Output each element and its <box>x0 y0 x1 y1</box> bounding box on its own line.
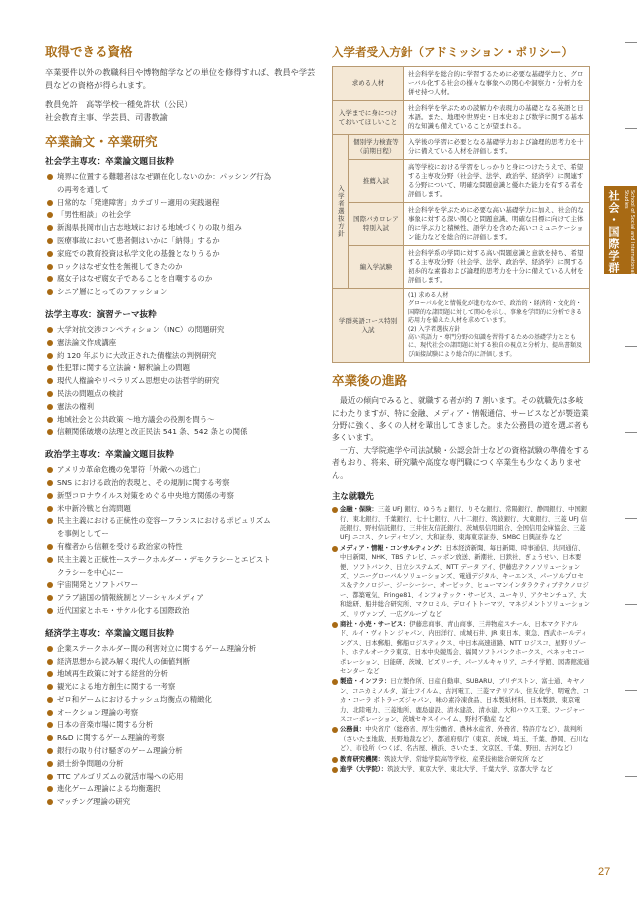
group-spacer <box>45 299 317 309</box>
edge-tick <box>625 432 637 433</box>
list-item: TTC アルゴリズムの就活市場への応用 <box>45 771 317 784</box>
list-item: 地域社会と公共政策 ～地方議会の役割を問う～ <box>45 414 317 427</box>
thesis-group-title: 社会学主専攻：卒業論文題目抜粋 <box>45 157 174 167</box>
admission-row-text: 社会科学系の学問に対する高い問題意識と意欲を持ち、希望する主専攻分野（社会学、法学、政治学、経済学）に関する初歩的な素養および論理的思考力を十分に備えている人材を評価します。 <box>404 246 590 289</box>
employer-item <box>332 677 590 724</box>
list-item: 境界に位置する難聴者はなぜ顕在化しないのか：パッシング行為 <box>45 171 317 184</box>
edge-tick <box>625 346 637 347</box>
career-heading: 卒業後の進路 <box>332 373 408 389</box>
list-item: 有権者から信頼を受ける政治家の特性 <box>45 541 317 554</box>
employer-names: 筑波大学、常総学院高等学校、産業技術総合研究所 など <box>384 755 544 763</box>
list-item: R&D に関するゲーム理論的考察 <box>45 732 317 745</box>
list-item: 大学対抗交渉コンペティション（INC）の問題研究 <box>45 324 317 337</box>
employer-category: 教育研究機関： <box>340 755 385 763</box>
list-item: シニア層にとってのファッション <box>45 286 317 299</box>
admission-row <box>333 101 590 135</box>
employer-item <box>332 505 590 543</box>
list-item: SNS における政治的表現と、その規制に関する考察 <box>45 477 317 490</box>
list-item: 観光による地方創生に関する一考察 <box>45 681 317 694</box>
thesis-list <box>45 643 317 809</box>
list-item: 鎖士紛争問題の分析 <box>45 758 317 771</box>
thesis-group-title: 法学主専攻：演習テーマ抜粋 <box>45 309 157 320</box>
employer-names: 中央省庁（総務省、厚生労働省、農林水産省、外務省、特許庁など）、裁判所（さいたま地裁、長野地裁など）、都道府県庁（東京、茨城、埼玉、千葉、静岡、石川など）、市役所（つくば、名古屋、横浜、さいたま、文京区、千葉、野田、古河など） <box>340 726 589 753</box>
list-item: 家庭での教育投資は私学文化の基盤となりうるか <box>45 248 317 261</box>
employer-item <box>332 725 590 753</box>
list-item: 銀行の取り付け騒ぎのゲーム理論分析 <box>45 745 317 758</box>
left-column <box>45 44 317 809</box>
admission-row-text: 高等学校における学習をしっかりと身につけたうえで、希望する主専攻分野（社会学、法学、政治学、経済学）に関連する分野について、明確な問題意識と優れた能力を有する者を評価します。 <box>404 160 590 203</box>
admission-row-text: 社会科学を学ぶために必要な高い基礎学力に加え、社会的な事象に対する深い関心と問題意識、明確な目標に向けて主体的に学ぶ力と積極性、語学力を含めた高いコミュニケーション能力などを総合的に評価します。 <box>404 203 590 246</box>
employer-item <box>332 755 590 764</box>
group-spacer <box>45 618 317 628</box>
edge-tick <box>625 690 637 691</box>
employer-names: 日本経済新聞、毎日新聞、時事通信、共同通信、中日新聞、NHK、TBS テレビ、ニッポン放送、新潮社、日鉄社、ぎょうせい、日本要便、ソフトバンク、日立システムズ、NTT データ アイ、伊藤忠テクノソリューションズ、ソニーグローバルソリューションズ、電通デジタル、キーエンス、パーソルプロセス＆テクノロジー、ジーシーシー、オービック、ヒューマンインタラクティブテクノロジー、都築電気、Fringe81、インフォテック・サービス、ユーキリ、アクセンチュア、大和総研、船井総合研究所、マクロミル、デロイトトーマツ、マネジメントソリューションズ、リヴァンプ、一広グループ など <box>340 544 590 618</box>
list-item: 日本の音楽市場に関する分析 <box>45 719 317 732</box>
edge-tick <box>625 604 637 605</box>
thesis-list <box>45 464 317 618</box>
section-side-tab <box>604 186 637 274</box>
list-item: の再考を通して <box>57 184 109 194</box>
thesis-list <box>45 324 317 439</box>
list-item: クラシーを中心にー <box>57 567 124 577</box>
admission-row <box>333 203 590 246</box>
admission-row-text: 入学後の学習に必要となる基礎学力および論理的思考力を十分に備えている人材を評価します。 <box>404 135 590 160</box>
edge-tick <box>625 518 637 519</box>
list-item: 近代国家とホモ・サケル化する国際政治 <box>45 605 317 618</box>
list-item: 進化ゲーム理論による均衡選択 <box>45 783 317 796</box>
thesis-list <box>45 171 317 299</box>
list-item: を事例としてー <box>57 529 109 539</box>
list-item: 現代人権論やリベラリズム思想史の法哲学的研究 <box>45 375 317 388</box>
list-item: 憲法の権利 <box>45 401 317 414</box>
admission-table <box>332 66 590 363</box>
side-tab-english-label: School of Social and International Studies <box>623 190 635 274</box>
employers-heading: 主な就職先 <box>332 491 374 502</box>
admission-row-label: 入学までに身につけておいてほしいこと <box>333 101 404 135</box>
theses-heading: 卒業論文・卒業研究 <box>45 134 158 149</box>
edge-tick <box>625 776 637 777</box>
qualifications-items: 教員免許 高等学校一種免許状（公民） 社会教育主事、学芸員、司書教諭 <box>45 99 193 122</box>
employer-names: 筑波大学、東京大学、東北大学、千葉大学、京都大学 など <box>387 766 553 774</box>
career-paragraph-1: 最近の傾向でみると、就職する者が約 7 割います。その就職先は多岐にわたりますが、特に金融、メディア・情報通信、サービスなどが製造業分野に強く、多くの人材を輩出してきました。また公務員の道を選ぶ者も多くいます。 <box>332 396 590 443</box>
list-item: 地域再生政策に対する経営的分析 <box>45 668 317 681</box>
admission-row <box>333 160 590 203</box>
admission-row <box>333 135 590 160</box>
list-item: 米中新冷戦と台湾問題 <box>45 503 317 516</box>
employer-category: 進学（大学院）： <box>340 766 388 774</box>
admission-row-text: 社会科学を学ぶための読解力や表現力の基礎となる英語と日本語。また、地理や世界史・日本史および数学に関する基本的な知識も備えていることが望まれる。 <box>404 101 590 135</box>
list-item: 民主主義における正統性の変容ーフランスにおけるポピュリズム <box>45 515 317 528</box>
employer-category: 公務員： <box>340 726 366 734</box>
employer-category: 商社・小売・サービス： <box>340 620 410 628</box>
edge-tick <box>625 42 637 43</box>
admission-row-text: 社会科学を総合的に学習するために必要な基礎学力と、グローバル化する社会の様々な事象への関心や洞察力・分析力を併せ持つ人材。 <box>404 67 590 101</box>
list-item: 憲法論文作成講座 <box>45 337 317 350</box>
list-item: 腐女子はなぜ腐女子であることを自嘲するのか <box>45 273 317 286</box>
admission-row-label: 求める人材 <box>333 67 404 101</box>
list-item: オークション理論の考察 <box>45 707 317 720</box>
admission-row-label: 国際バカロレア特別入試 <box>348 203 403 246</box>
list-item: 性犯罪に関する立法論・解釈論上の問題 <box>45 362 317 375</box>
employer-names: 三菱 UFJ 銀行、ゆうちょ銀行、りそな銀行、常陽銀行、静岡銀行、中国銀行、東北銀行、千葉銀行、七十七銀行、八十二銀行、筑波銀行、大東銀行、三菱 UFJ 信託銀行、野村信託銀行、三井住友信託銀行、茨城県信用組合、全国信用金庫協会、三菱 UFJ ニコス、クレディセゾン、大和証券、東海東京証券、SMBC 日興証券 など <box>340 506 588 542</box>
list-item: 医療事故において患者側はいかに「納得」するか <box>45 235 317 248</box>
thesis-groups <box>45 156 317 809</box>
list-item: 信頼関係破壊の法理と改正民法 541 条、542 条との関係 <box>45 426 317 439</box>
list-item: アラブ諸国の情報統制とソーシャルメディア <box>45 592 317 605</box>
side-tab-label: 社会・国際学群 <box>607 190 620 274</box>
list-item: 新型コロナウイルス対策をめぐる中央地方関係の考察 <box>45 490 317 503</box>
list-item: 経済思想から読み解く現代人の価値判断 <box>45 656 317 669</box>
list-item: 「男性相談」の社会学 <box>45 209 317 222</box>
admission-row-label: 編入学試験 <box>348 246 403 289</box>
employer-category: メディア・情報・コンサルティング： <box>340 544 446 552</box>
thesis-group-title: 政治学主専攻：卒業論文題目抜粋 <box>45 450 174 461</box>
right-column <box>332 44 590 775</box>
admission-row-label: 個別学力検査等（前期日程） <box>348 135 403 160</box>
admission-row <box>333 289 590 363</box>
list-item: ロックはなぜ女性を無視してきたのか <box>45 261 317 274</box>
admission-vertical-label: 入学者選抜方針 <box>333 135 349 289</box>
qualifications-intro: 卒業要件以外の教職科目や博物館学などの単位を修得すれば、教員や学芸員などの資格が得られます。 <box>45 67 316 90</box>
list-item: 宇宙開発とソフトパワー <box>45 579 317 592</box>
group-spacer <box>45 439 317 449</box>
list-item: ゼロ和ゲームにおけるナッシュ均衡点の精緻化 <box>45 694 317 707</box>
career-paragraph-2: 一方、大学院進学や司法試験・公認会計士などの資格試験の準備をする者もおり、将来、研究職や高度な専門職につく卒業生も少なくありません。 <box>332 445 590 480</box>
edge-tick <box>625 128 637 129</box>
admission-heading: 入学者受入方針（アドミッション・ポリシー） <box>332 45 574 59</box>
admission-row-label: 推薦入試 <box>348 160 403 203</box>
employer-category: 金融・保険： <box>340 506 378 514</box>
qualifications-heading: 取得できる資格 <box>45 44 133 59</box>
list-item: 新潟県長岡市山古志地域における地域づくりの取り組み <box>45 222 317 235</box>
admission-row-label: 学群英語コース特別入試 <box>333 289 404 363</box>
employers-list <box>332 505 590 774</box>
admission-row <box>333 67 590 101</box>
employer-item <box>332 620 590 676</box>
list-item: 民主主義と正統性ーステークホルダー・デモクラシーとエピスト <box>45 554 317 567</box>
admission-row <box>333 246 590 289</box>
list-item: マッチング理論の研究 <box>45 796 317 809</box>
page-number: 27 <box>598 866 611 878</box>
employer-names: 日立製作所、日産自動車、SUBARU、ブリヂストン、富士通、キヤノン、コニカミノルタ、富士フイルム、古河電工、三菱マテリアル、住友化学、明電舎、コカ・コーラ ボトラーズジャパン、味の素冷凍食品、日本製紙材料、日本製鉄、東京電力、北陸電力、三菱地所、鹿島建設、清水建設、清水建、大和ハウス工業、フージャースコーポレーション、茨城セキスイハイム、野村不動産 など <box>340 678 590 724</box>
list-item: アメリカ革命危機の免罪符「外敵への逃亡」 <box>45 464 317 477</box>
employer-names: 伊藤忠商事、青山商事、三井物産スチール、日本マクドナルド、ルイ・ヴィトン ジャパン、内田洋行、成城石井、JR 東日本、東急、西武ホールディングス、日本郵船、郵船ロジスティクス、中日本高速道路、NTT ロジスコ、星野リゾート、ホテルオークラ東京、日本中央競馬会、福岡ソフトバンクホークス、ベネッセコーポレーション、日能研、茨城、ピズリーチ、パーソルキャリア、ニチイ学館、図書館流通センター など <box>340 620 590 675</box>
list-item: 日常的な「発達障害」カテゴリー適用の実践過程 <box>45 197 317 210</box>
list-item: 約 120 年ぶりに大改正された債権法の判例研究 <box>45 350 317 363</box>
employer-item <box>332 765 590 774</box>
employer-item <box>332 544 590 619</box>
admission-row-text: (1) 求める人材 グローバル化と情報化が進むなかで、政治的・経済的・文化的・国際的な諸問題に対して関心を示し、事象を学問的に分析できる応用力を備えた人材を求めています。 (2) 入学者選抜方針 高い英語力・専門分野の知識を習得するための基礎学力とともに、現代社会の諸問題に対する独自の視点と分析力、提出書類及び面接試験により総合的に評価します。 <box>404 289 590 363</box>
thesis-group-title: 経済学主専攻：卒業論文題目抜粋 <box>45 628 174 639</box>
employer-category: 製造・インフラ： <box>340 678 391 686</box>
list-item: 企業ステークホルダー間の利害対立に関するゲーム理論分析 <box>45 643 317 656</box>
list-item: 民法の問題点の検討 <box>45 388 317 401</box>
